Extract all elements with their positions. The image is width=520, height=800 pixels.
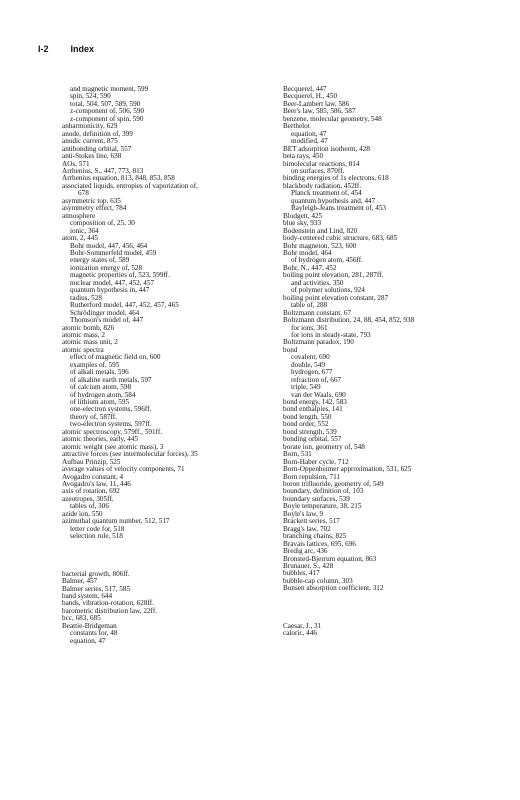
index-entry: atomic spectra	[62, 345, 104, 354]
index-entry: Bodenstein and Lind, 820	[283, 226, 358, 235]
index-entry: Berthelot	[283, 122, 310, 131]
index-subentry: double, 549	[291, 360, 325, 369]
index-entry: anode, definition of, 399	[62, 129, 133, 138]
index-entry: Bronsted-Bjerrum equation, 863	[283, 554, 377, 563]
index-subentry: of alkali metals, 596	[70, 368, 129, 377]
index-subentry: for ions, 361	[291, 323, 328, 332]
index-entry: Balmer series, 517, 585	[62, 584, 131, 593]
index-entry: atomic theories, early, 445	[62, 435, 138, 444]
index-subentry: modified, 47	[291, 137, 328, 146]
index-entry: associated liquids, entropies of vaporization of,	[62, 181, 198, 190]
index-subentry: z-component of spin, 590	[70, 114, 144, 123]
index-subentry: quantum hypothesis and, 447	[291, 196, 376, 205]
index-column-right	[283, 86, 488, 638]
index-subentry: letter code for, 518	[70, 524, 125, 533]
index-entry: barometric distribution law, 22ff.	[62, 606, 158, 615]
index-entry: boron trifluoride, geometry of, 549	[283, 480, 384, 489]
index-subentry: one-electron systems, 596ff.	[70, 405, 152, 414]
letter-section-gap	[62, 541, 267, 571]
index-entry: attractive forces (see intermolecular forces), 35	[62, 450, 198, 459]
index-column-left	[62, 86, 267, 645]
index-entry: anodic current, 875	[62, 137, 118, 146]
page-title: Index	[70, 44, 95, 54]
index-entry: average values of velocity components, 71	[62, 465, 185, 474]
index-entry: boiling point elevation constant, 287	[283, 293, 389, 302]
index-entry: Caesar, J., 31	[283, 621, 322, 630]
index-entry: Boltzmann paradox, 190	[283, 338, 354, 347]
index-subentry: energy states of, 589	[70, 256, 130, 265]
index-entry: body-centered cubic structure, 683, 685	[283, 234, 398, 243]
index-entry: Arrhenius, S., 447, 773, 813	[62, 166, 144, 175]
index-subentry: hydrogen, 677	[291, 368, 333, 377]
index-subentry: ionic, 364	[70, 226, 99, 235]
index-entry: bond	[283, 345, 298, 354]
index-entry: atomic spectroscopy, 579ff., 591ff.	[62, 427, 163, 436]
index-entry: azimuthal quantum number, 512, 517	[62, 517, 170, 526]
index-subentry: total, 504, 507, 589, 590	[70, 99, 141, 108]
index-subentry: and magnetic moment, 599	[70, 85, 149, 93]
index-entry: azeotropes, 305ff.	[62, 494, 114, 503]
index-subentry: z-component of, 506, 590	[70, 107, 145, 116]
index-entry: Beattie-Bridgeman	[62, 621, 117, 630]
index-entry: AOs, 571	[62, 159, 90, 168]
index-entry: beta rays, 450	[283, 152, 324, 161]
index-entry: Bragg's law, 702	[283, 524, 331, 533]
index-entry: bubbles, 417	[283, 569, 320, 578]
index-subentry: table of, 288	[291, 301, 328, 310]
index-entry: Boltzmann distribution, 24, 88, 454, 852, 938	[283, 316, 415, 325]
index-entry: BET adsorption isotherm, 428	[283, 144, 370, 153]
index-subentry: selection rule, 518	[70, 532, 123, 541]
index-entry: atomic mass, 2	[62, 330, 105, 339]
index-subentry: two-electron systems, 597ff.	[70, 420, 152, 429]
index-entry: Boyle temperature, 38, 215	[283, 502, 362, 511]
index-entry: Becquerel, 447	[283, 85, 327, 93]
index-subentry: of polymer solutions, 924	[291, 286, 365, 295]
index-subentry: van der Waals, 690	[291, 390, 346, 399]
index-subentry: on surfaces, 870ff.	[291, 166, 345, 175]
index-entry: Avogadro's law, 11, 446	[62, 480, 131, 489]
index-entry: Blodgett, 425	[283, 211, 323, 220]
index-subentry: theory of, 587ff.	[70, 412, 117, 421]
index-entry: Bredig arc, 436	[283, 547, 328, 556]
index-entry: Brunauer, S., 428	[283, 562, 334, 570]
index-subentry: radius, 528	[70, 293, 102, 302]
index-subentry: Bohr model, 447, 456, 464	[70, 241, 148, 250]
index-entry: boundary, definition of, 103	[283, 487, 364, 496]
index-subentry: tables of, 306	[70, 502, 109, 511]
index-entry: binding energies of 1s electrons, 618	[283, 174, 389, 183]
index-entry: band system, 644	[62, 592, 113, 600]
index-entry: Arrhenius equation, 813, 848, 853, 858	[62, 174, 175, 183]
page-number: I-2	[38, 44, 49, 54]
index-entry: borate ion, geometry of, 548	[283, 442, 365, 451]
index-subentry: composition of, 25, 30	[70, 219, 135, 228]
index-entry: Aufbau Prinzip, 525	[62, 457, 121, 466]
index-subentry: effect of magnetic field on, 600	[70, 353, 161, 362]
index-entry: Bunsen absorption coefficient, 312	[283, 584, 384, 593]
index-entry: branching chains, 825	[283, 532, 347, 541]
index-subentry: Rutherford model, 447, 452, 457, 465	[70, 301, 179, 310]
index-entry: Born, 531	[283, 450, 312, 459]
index-entry: atomic mass unit, 2	[62, 338, 118, 347]
index-entry: Brackett series, 517	[283, 517, 340, 526]
letter-section-gap	[283, 593, 488, 623]
index-entry: blue sky, 933	[283, 219, 322, 228]
index-entry: Bohr model, 464	[283, 248, 332, 257]
index-entry: caloric, 446	[283, 629, 317, 638]
index-entry: axis of rotation, 692	[62, 487, 120, 496]
index-subentry: Planck treatment of, 454	[291, 189, 362, 198]
index-subentry: spin, 524, 590	[70, 92, 111, 101]
index-entry: Beer's law, 585, 586, 587	[283, 107, 356, 116]
index-subentry: of hydrogen atom, 584	[70, 390, 136, 399]
index-entry: Becquerel, H., 450	[283, 92, 338, 101]
index-subentry: nuclear model, 447, 452, 457	[70, 278, 155, 287]
index-entry: atom, 2, 445	[62, 234, 98, 243]
index-entry: bimolecular reactions, 814	[283, 159, 360, 168]
index-entry: asymmetry effect, 784	[62, 204, 127, 213]
index-subentry: and activities, 350	[291, 278, 344, 287]
index-subentry: equation, 47	[291, 129, 327, 138]
index-subentry: equation, 47	[70, 636, 106, 645]
index-entry: bonding orbital, 557	[283, 435, 342, 444]
index-entry: bond order, 552	[283, 420, 329, 429]
index-entry: Bohr magneton, 523, 600	[283, 241, 357, 250]
page-header	[38, 44, 94, 54]
index-entry: Bohr, N., 447, 452	[283, 263, 337, 272]
index-entry: Boltzmann constant, 67	[283, 308, 352, 317]
index-subentry: ionization energy of, 528	[70, 263, 143, 272]
index-subentry: for ions in steady-state, 793	[291, 330, 371, 339]
index-entry: blackbody radiation, 452ff.	[283, 181, 362, 190]
index-entry: Balmer, 457	[62, 577, 98, 586]
index-entry: bcc, 683, 685	[62, 614, 101, 623]
index-entry: Avogadro constant, 4	[62, 472, 124, 481]
index-entry: bond length, 550	[283, 412, 332, 421]
index-entry: atomic bomb, 826	[62, 323, 115, 332]
index-entry: atmosphere	[62, 211, 96, 220]
index-entry: asymmetric top, 635	[62, 196, 121, 205]
index-subentry: of lithium atom, 595	[70, 398, 130, 407]
index-subentry: examples of, 595	[70, 360, 120, 369]
index-subentry: Rayleigh-Jeans treatment of, 453	[291, 204, 387, 213]
index-entry: Born repulsion, 711	[283, 472, 341, 481]
index-entry: antibonding orbital, 557	[62, 144, 132, 153]
index-subentry: of calcium atom, 598	[70, 383, 132, 392]
index-entry: 678	[78, 189, 89, 198]
index-entry: boiling point elevation, 281, 287ff.	[283, 271, 384, 280]
index-subentry: quantum hypothesis in, 447	[70, 286, 150, 295]
index-subentry: magnetic properties of, 523, 599ff.	[70, 271, 170, 280]
index-entry: Born-Oppenheimer approximation, 531, 625	[283, 465, 412, 474]
index-entry: Beer-Lambert law, 586	[283, 99, 350, 108]
index-entry: bond enthalpies, 141	[283, 405, 343, 414]
index-entry: benzene, molecular geometry, 548	[283, 114, 382, 123]
index-subentry: Thomson's model of, 447	[70, 316, 144, 325]
index-entry: boundary surfaces, 539	[283, 494, 350, 503]
index-entry: Boyle's law, 9	[283, 509, 324, 518]
index-entry: bubble-cap column, 303	[283, 576, 353, 585]
index-entry: Bravais lattices, 695, 696	[283, 539, 356, 548]
index-subentry: refraction of, 667	[291, 375, 342, 384]
index-entry: azide ion, 550	[62, 509, 103, 518]
index-entry: Born-Haber cycle, 712	[283, 457, 349, 466]
index-entry: bond strength, 539	[283, 427, 337, 436]
index-subentry: constants for, 48	[70, 629, 118, 638]
index-subentry: Bohr-Sommerfeld model, 459	[70, 248, 157, 257]
index-subentry: of alkaline earth metals, 597	[70, 375, 152, 384]
index-entry: anharmonicity, 629	[62, 122, 118, 131]
index-subentry: Schrödinger model, 464	[70, 308, 140, 317]
index-subentry: of hydrogen atom, 456ff.	[291, 256, 363, 265]
index-entry: bands, vibration-rotation, 628ff.	[62, 599, 154, 608]
index-entry: bacterial growth, 806ff.	[62, 569, 130, 578]
index-subentry: covalent, 690	[291, 353, 330, 362]
index-entry: anti-Stokes line, 638	[62, 152, 122, 161]
index-subentry: triple, 549	[291, 383, 321, 392]
index-entry: atomic weight (see atomic mass), 3	[62, 442, 164, 451]
index-entry: bond energy, 142, 583	[283, 398, 347, 407]
